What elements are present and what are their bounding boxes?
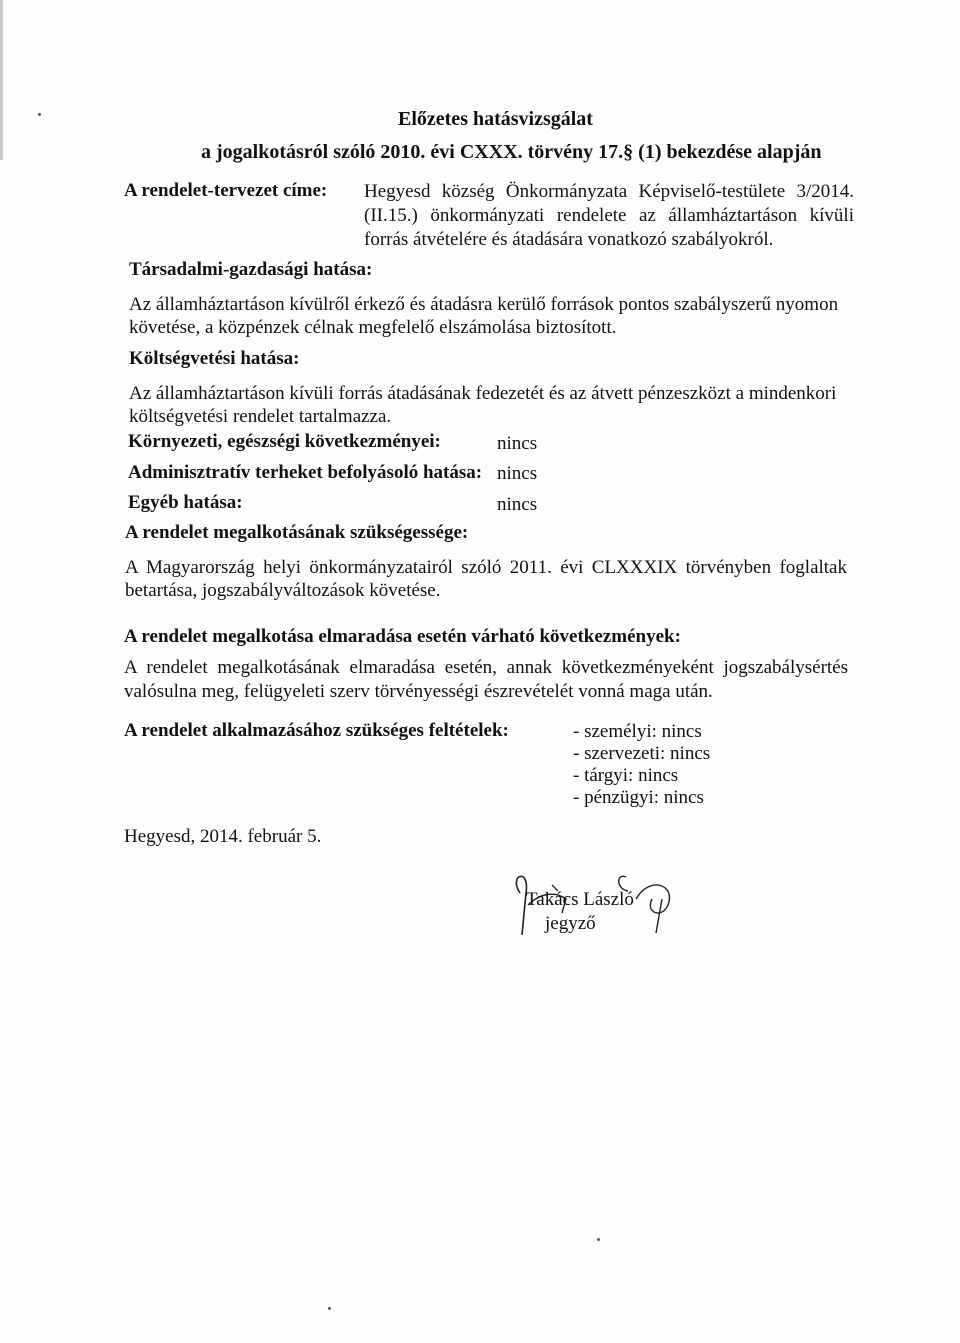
- impact-label: Adminisztratív terheket befolyásoló hatása:: [128, 462, 483, 483]
- scan-speck: [328, 1307, 331, 1310]
- social-economic-text: követése, a közpénzek célnak megfelelő elszámolása biztosított.: [129, 317, 617, 338]
- scan-speck: [597, 1238, 600, 1241]
- budget-heading: Költségvetési hatása:: [129, 348, 300, 369]
- social-economic-text: Az államháztartáson kívülről érkező és átadásra kerülő források pontos szabályszerű nyomon: [129, 294, 839, 315]
- social-economic-heading: Társadalmi-gazdasági hatása:: [129, 259, 373, 280]
- impact-value: nincs: [497, 494, 538, 515]
- condition-item: - tárgyi: nincs: [573, 765, 679, 786]
- signatory-title: jegyző: [545, 913, 596, 934]
- necessity-heading: A rendelet megalkotásának szükségessége:: [125, 522, 469, 543]
- necessity-text: betartása, jogszabályváltozások követése.: [125, 580, 441, 601]
- conditions-heading: A rendelet alkalmazásához szükséges feltételek:: [124, 720, 509, 741]
- document-subtitle: a jogalkotásról szóló 2010. évi CXXX. törvény 17.§ (1) bekezdése alapján: [201, 141, 822, 163]
- signatory-name: Takács László: [526, 889, 634, 910]
- scan-speck: [38, 113, 41, 116]
- impact-value: nincs: [497, 463, 538, 484]
- draft-title-line: Hegyesd község Önkormányzata Képviselő-testülete 3/2014.: [364, 181, 854, 202]
- place-date: Hegyesd, 2014. február 5.: [124, 826, 322, 847]
- impact-label: Egyéb hatása:: [128, 492, 243, 513]
- necessity-text: A Magyarország helyi önkormányzatairól szóló 2011. évi CLXXXIX törvényben foglaltak: [125, 557, 847, 578]
- budget-text: Az államháztartáson kívüli forrás átadásának fedezetét és az átvett pénzeszközt a mindenkori: [129, 383, 837, 404]
- draft-title-line: forrás átvételére és átadására vonatkozó szabályokról.: [364, 229, 774, 250]
- consequences-heading: A rendelet megalkotása elmaradása esetén várható következmények:: [124, 626, 681, 647]
- budget-text: költségvetési rendelet tartalmazza.: [129, 406, 392, 427]
- document-title: Előzetes hatásvizsgálat: [398, 108, 593, 130]
- condition-item: - személyi: nincs: [573, 721, 702, 742]
- impact-value: nincs: [497, 433, 538, 454]
- scan-edge: [0, 0, 3, 160]
- consequences-text: valósulna meg, felügyeleti szerv törvényességi észrevételét vonná maga után.: [124, 681, 713, 702]
- impact-label: Környezeti, egészségi következményei:: [128, 431, 441, 452]
- consequences-text: A rendelet megalkotásának elmaradása esetén, annak következményeként jogszabálysértés: [124, 657, 848, 678]
- condition-item: - szervezeti: nincs: [573, 743, 711, 764]
- draft-title-line: (II.15.) önkormányzati rendelete az államháztartáson kívüli: [364, 205, 854, 226]
- draft-title-label: A rendelet-tervezet címe:: [124, 180, 328, 201]
- condition-item: - pénzügyi: nincs: [573, 787, 704, 808]
